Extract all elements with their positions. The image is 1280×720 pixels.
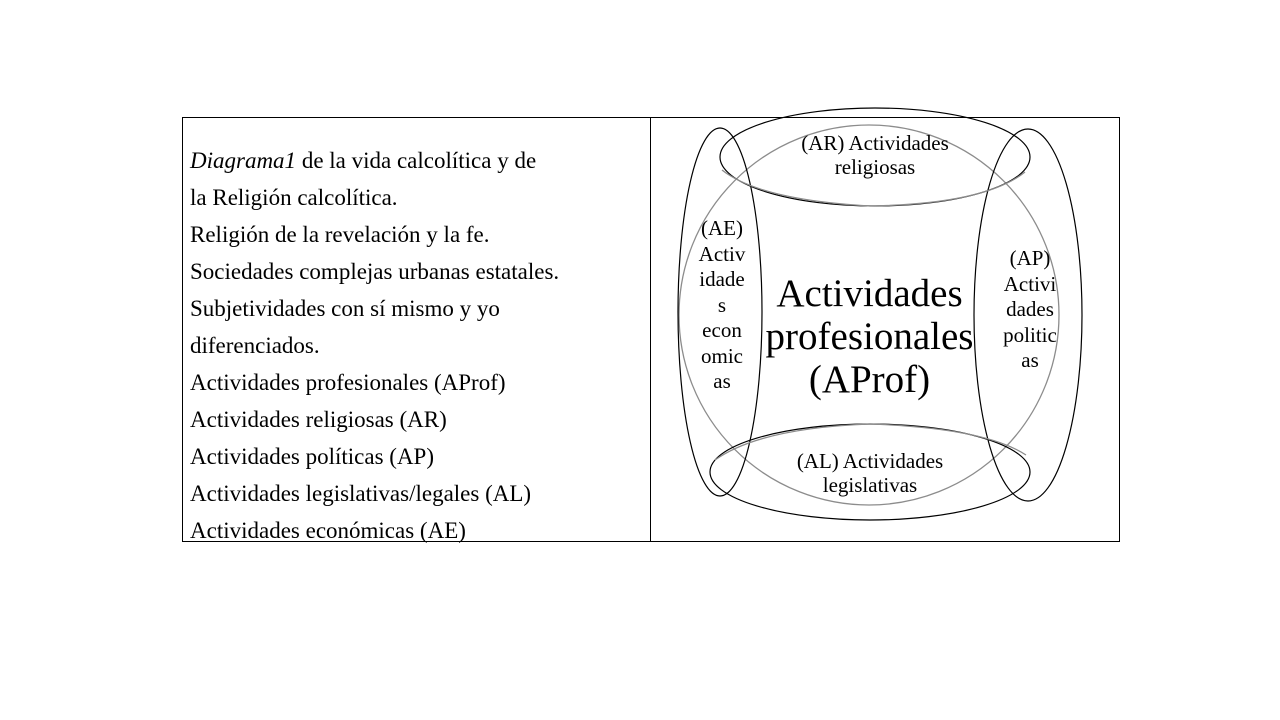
text-line-9: Actividades legislativas/legales (AL) — [190, 481, 532, 506]
text-line-0: Diagrama1 de la vida calcolítica y de — [190, 148, 537, 173]
al-label: (AL) Actividades legislativas — [796, 449, 944, 497]
text-line-6: Actividades profesionales (AProf) — [190, 370, 506, 395]
aprof-label: Actividades profesionales (AProf) — [765, 272, 974, 401]
diagram-caption: Diagrama1 — [190, 148, 297, 173]
description-text — [190, 142, 645, 549]
ae-label: (AE) Activ idade s econ omic as — [698, 216, 746, 393]
text-line-8: Actividades políticas (AP) — [190, 444, 435, 469]
text-line-10: Actividades económicas (AE) — [190, 518, 466, 543]
text-line-4: Subjetividades con sí mismo y yo — [190, 296, 500, 321]
ar-label: (AR) Actividades religiosas — [801, 131, 949, 179]
text-line-7: Actividades religiosas (AR) — [190, 407, 447, 432]
ap-label: (AP) Activi dades politic as — [1003, 246, 1057, 372]
text-line-5: diferenciados. — [190, 333, 320, 358]
text-line-2: Religión de la revelación y la fe. — [190, 222, 490, 247]
text-line-1: la Religión calcolítica. — [190, 185, 398, 210]
text-line-3: Sociedades complejas urbanas estatales. — [190, 259, 560, 284]
